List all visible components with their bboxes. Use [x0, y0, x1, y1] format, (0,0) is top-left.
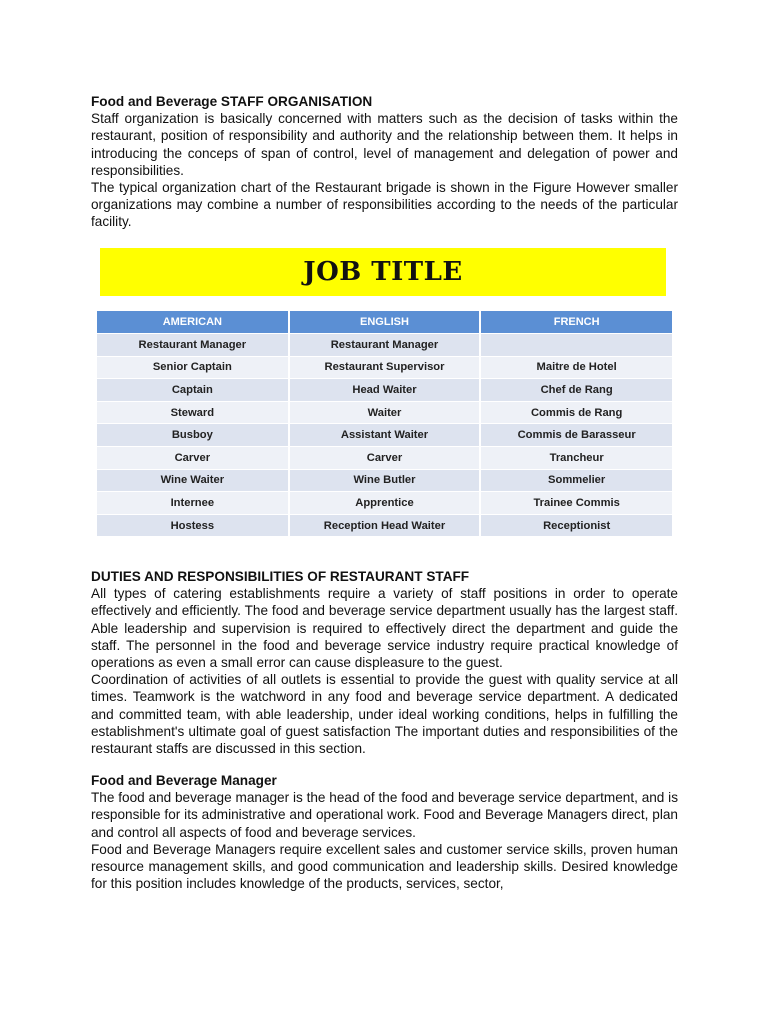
duties-paragraph-2: Coordination of activities of all outlets is essential to provide the guest with quality service at all times. Teamwork is the watchword in any food and beverage service department. A dedicated and committed team, with able leadership, under ideal working conditions, helps in fulfilling the establishment's ultimate goal of guest satisfaction The important duties and responsibilities of the restaurant staffs are discussed in this section.: [91, 672, 678, 757]
table-cell: Internee: [97, 492, 289, 515]
table-cell: Apprentice: [289, 492, 481, 515]
table-cell: Assistant Waiter: [289, 424, 481, 447]
job-title-label: JOB TITLE: [303, 257, 463, 287]
table-cell: Commis de Rang: [480, 401, 672, 424]
table-cell: Waiter: [289, 401, 481, 424]
table-row: [97, 469, 672, 492]
table-cell: Steward: [97, 401, 289, 424]
table-row: [97, 401, 672, 424]
table-cell: Receptionist: [480, 514, 672, 537]
staff-organisation-heading: Food and Beverage STAFF ORGANISATION: [91, 94, 373, 109]
table-cell: Carver: [97, 446, 289, 469]
table-cell: Restaurant Supervisor: [289, 356, 481, 379]
table-cell: Wine Butler: [289, 469, 481, 492]
table-cell: [480, 334, 672, 357]
column-header-french: FRENCH: [480, 311, 672, 334]
table-cell: Wine Waiter: [97, 469, 289, 492]
table-row: [97, 424, 672, 447]
duties-section: [91, 568, 678, 757]
table-cell: Restaurant Manager: [97, 334, 289, 357]
manager-paragraph-2: Food and Beverage Managers require excellent sales and customer service skills, proven human resource management skills, and good communication and leadership skills. Desired knowledge for this position includes knowledge of the products, services, sector,: [91, 841, 678, 892]
table-cell: Busboy: [97, 424, 289, 447]
table-cell: Head Waiter: [289, 379, 481, 402]
intro-paragraph-1: Staff organization is basically concerned with matters such as the decision of tasks within the restaurant, position of responsibility and authority and the relationship between them. It helps in introducing the conceps of span of control, level of management and delegation of power and responsibilities.: [91, 111, 678, 178]
table-cell: Commis de Barasseur: [480, 424, 672, 447]
manager-paragraph-1: The food and beverage manager is the head of the food and beverage service department, and is responsible for its administrative and operational work. Food and Beverage Managers direct, plan and control all aspects of food and beverage services.: [91, 790, 678, 840]
table-cell: Senior Captain: [97, 356, 289, 379]
table-cell: Captain: [97, 379, 289, 402]
table-row: [97, 334, 672, 357]
table-cell: Reception Head Waiter: [289, 514, 481, 537]
table-cell: Trainee Commis: [480, 492, 672, 515]
table-row: [97, 446, 672, 469]
table-cell: Trancheur: [480, 446, 672, 469]
table-cell: Maitre de Hotel: [480, 356, 672, 379]
table-row: [97, 514, 672, 537]
job-title-banner: [100, 248, 666, 296]
table-cell: Chef de Rang: [480, 379, 672, 402]
duties-heading: DUTIES AND RESPONSIBILITIES OF RESTAURANT STAFF: [91, 569, 470, 584]
table-row: [97, 356, 672, 379]
manager-section: [91, 772, 678, 892]
table-cell: Restaurant Manager: [289, 334, 481, 357]
column-header-english: ENGLISH: [289, 311, 481, 334]
table-cell: Hostess: [97, 514, 289, 537]
manager-heading: Food and Beverage Manager: [91, 773, 277, 788]
intro-section: [91, 93, 678, 231]
duties-paragraph-1: All types of catering establishments require a variety of staff positions in order to operate effectively and efficiently. The food and beverage service department usually has the largest staff. Able leadership and supervision is required to effectively direct the department and guide the staff. The personnel in the food and beverage service industry require practical knowledge of operations as even a small error can cause displeasure to the guest.: [91, 586, 678, 671]
table-cell: Carver: [289, 446, 481, 469]
table-row: [97, 492, 672, 515]
intro-paragraph-2: The typical organization chart of the Restaurant brigade is shown in the Figure However smaller organizations may combine a number of responsibilities according to the needs of the particular facility.: [91, 180, 678, 230]
table-header-row: [97, 311, 672, 334]
job-title-table: [97, 311, 672, 537]
table-row: [97, 379, 672, 402]
column-header-american: AMERICAN: [97, 311, 289, 334]
table-cell: Sommelier: [480, 469, 672, 492]
